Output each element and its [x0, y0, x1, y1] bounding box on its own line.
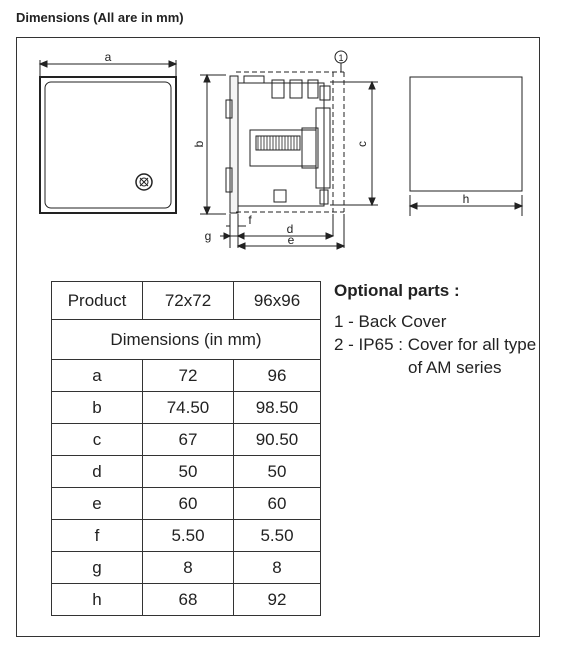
cell-param: c: [52, 424, 143, 456]
dimensions-table: [51, 281, 321, 616]
cell-72: 8: [143, 552, 234, 584]
label-f: f: [248, 213, 252, 227]
label-a: a: [104, 50, 112, 64]
table-subheader-row: [52, 320, 321, 360]
optional-parts-title: Optional parts :: [334, 281, 460, 300]
cell-96: 60: [234, 488, 321, 520]
subheader-dimensions: Dimensions (in mm): [52, 320, 321, 360]
cell-72: 72: [143, 360, 234, 392]
cell-96: 90.50: [234, 424, 321, 456]
cell-param: g: [52, 552, 143, 584]
label-e: e: [287, 233, 295, 247]
cell-96: 92: [234, 584, 321, 616]
cell-param: b: [52, 392, 143, 424]
cell-72: 74.50: [143, 392, 234, 424]
optional-item-2-cont: of AM series: [408, 358, 502, 377]
front-view-inner: [45, 82, 171, 208]
page-title: Dimensions (All are in mm): [16, 10, 184, 25]
cell-96: 5.50: [234, 520, 321, 552]
label-g: g: [204, 229, 212, 243]
header-96x96: 96x96: [234, 282, 321, 320]
cell-72: 60: [143, 488, 234, 520]
table-row: [52, 392, 321, 424]
table-row: [52, 424, 321, 456]
front-view-outer: [40, 77, 176, 213]
cell-96: 8: [234, 552, 321, 584]
cell-96: 50: [234, 456, 321, 488]
optional-parts: [334, 279, 536, 379]
side-body: [238, 83, 324, 206]
table-row: [52, 488, 321, 520]
cell-72: 68: [143, 584, 234, 616]
cell-72: 50: [143, 456, 234, 488]
table-row: [52, 584, 321, 616]
label-d: d: [286, 222, 294, 236]
label-b: b: [192, 140, 206, 148]
cell-96: 96: [234, 360, 321, 392]
terminal-block: [250, 130, 316, 166]
rear-view: [410, 77, 522, 191]
cell-param: e: [52, 488, 143, 520]
header-product: Product: [52, 282, 143, 320]
table-header-row: [52, 282, 321, 320]
table-row: [52, 552, 321, 584]
cell-72: 67: [143, 424, 234, 456]
cell-param: f: [52, 520, 143, 552]
label-h: h: [462, 192, 470, 206]
table-row: [52, 520, 321, 552]
cell-param: h: [52, 584, 143, 616]
cell-96: 98.50: [234, 392, 321, 424]
optional-item-2: 2 - IP65 : Cover for all type: [334, 335, 537, 354]
label-c: c: [355, 141, 369, 147]
label-marker: 1: [338, 53, 344, 63]
cell-param: d: [52, 456, 143, 488]
table-row: [52, 360, 321, 392]
optional-item-1: 1 - Back Cover: [334, 312, 447, 331]
cell-param: a: [52, 360, 143, 392]
cell-72: 5.50: [143, 520, 234, 552]
dimension-drawing: [0, 0, 567, 270]
header-72x72: 72x72: [143, 282, 234, 320]
table-row: [52, 456, 321, 488]
